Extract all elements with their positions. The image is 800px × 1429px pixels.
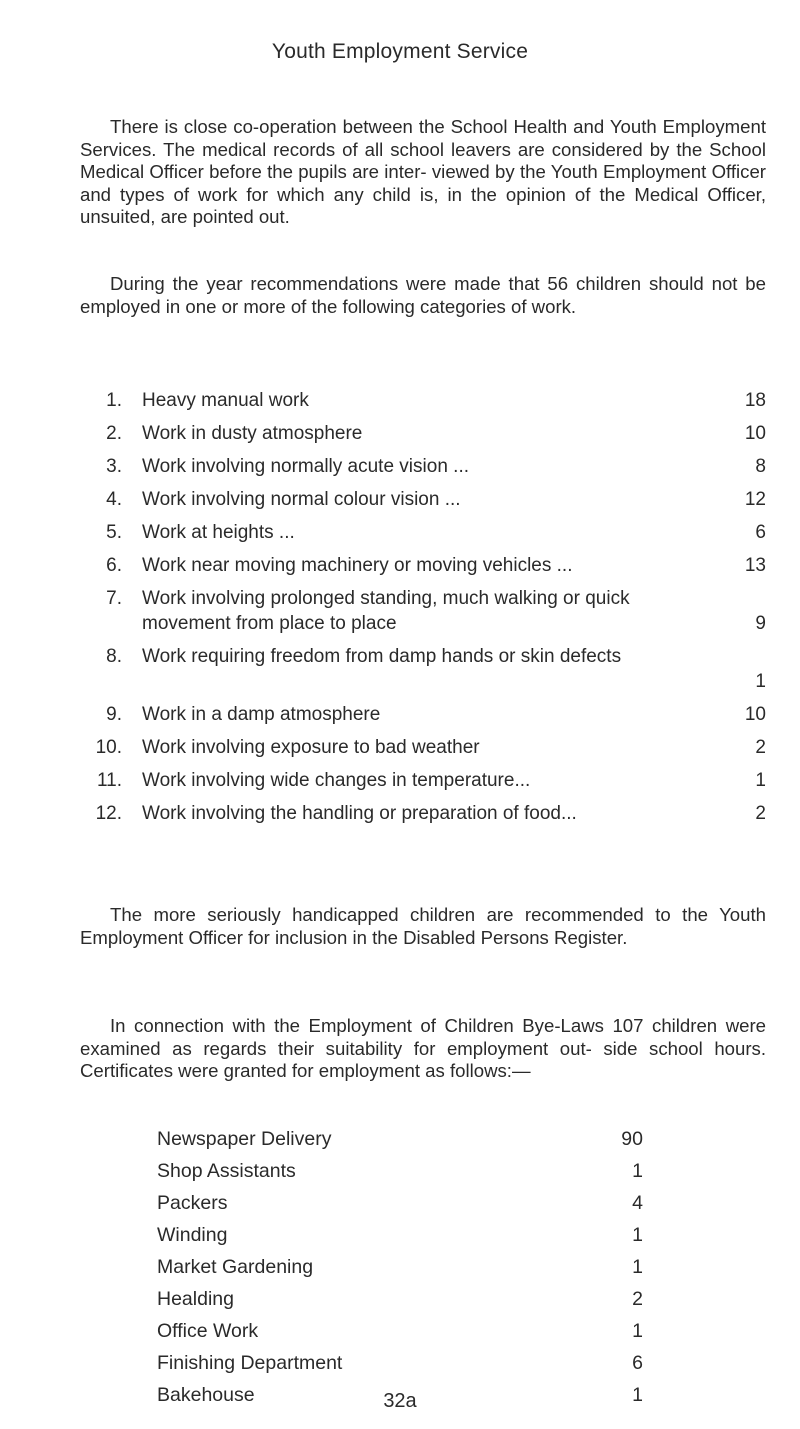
page-title: Youth Employment Service [271,40,529,63]
recommendations-paragraph: During the year recommendations were made that 56 children should not be employed in one or more of the following categories of work. [80,273,766,317]
handicapped-paragraph: The more seriously handicapped children are recommended to the Youth Employment Officer for inclusion in the Disabled Persons Register. [80,904,766,948]
bye-laws-paragraph: In connection with the Employment of Children Bye-Laws 107 children were examined as regards their suitability for employment out- side school hours. Certificates were granted for employment as follows:— [80,1015,766,1081]
intro-paragraph: There is close co-operation between the School Health and Youth Employment Services. The medical records of all school leavers are considered by the School Medical Officer before the pupils are inter- viewed by the Youth Employment Officer and types of work for which any child is, in the opinion of the Medical Officer, unsuited, are pointed out. [80,116,766,227]
page-number: 32a [383,1390,417,1412]
document-page: Youth Employment Service There is close co-operation between the School Health and Youth Employment Services. The medical records of all school leavers are considered by the School Medical Officer before the pupils are inter- viewed by the Youth Employment Officer and types of work for which any child is, in the opinion of the Medical Officer, unsuited, are pointed out. During the year recommendations were made that 56 children should not be employed in one or more of the following categories of work. 1. Heavy manual work 18 2. Work in dusty atmosphere 10 3. Work involving normally acute vision ... 8 4. Work involving normal colour vision ... 12 5. Work at heights ... 6 6. Work near moving machinery or moving vehicles ... 13 7. Work involving prolonged standing, much walking or quick movement from place to place 9 8. Work requiring freedom from damp hands or skin defects 1 9. Work in a damp atmosphere 10 10. Work involving exposure to bad weather 2 11. Work involving wide changes in temperature... 1 12. Work involving the handling or preparation of food... 2 The more seriously handicapped children are recommended to the Youth Employment Officer for inclusion in the Disabled Persons Register. In connection with the Employment of Children Bye-Laws 107 children were examined as regards their suitability for employment out- side school hours. Certificates were granted for employment as follows:— Newspaper Delivery 90 Shop Assistants 1 Packers 4 Winding 1 Market Gardening 1 Healding 2 Office Work 1 Finishing Department 6 Bakehouse 1 32a [0,0,800,1429]
